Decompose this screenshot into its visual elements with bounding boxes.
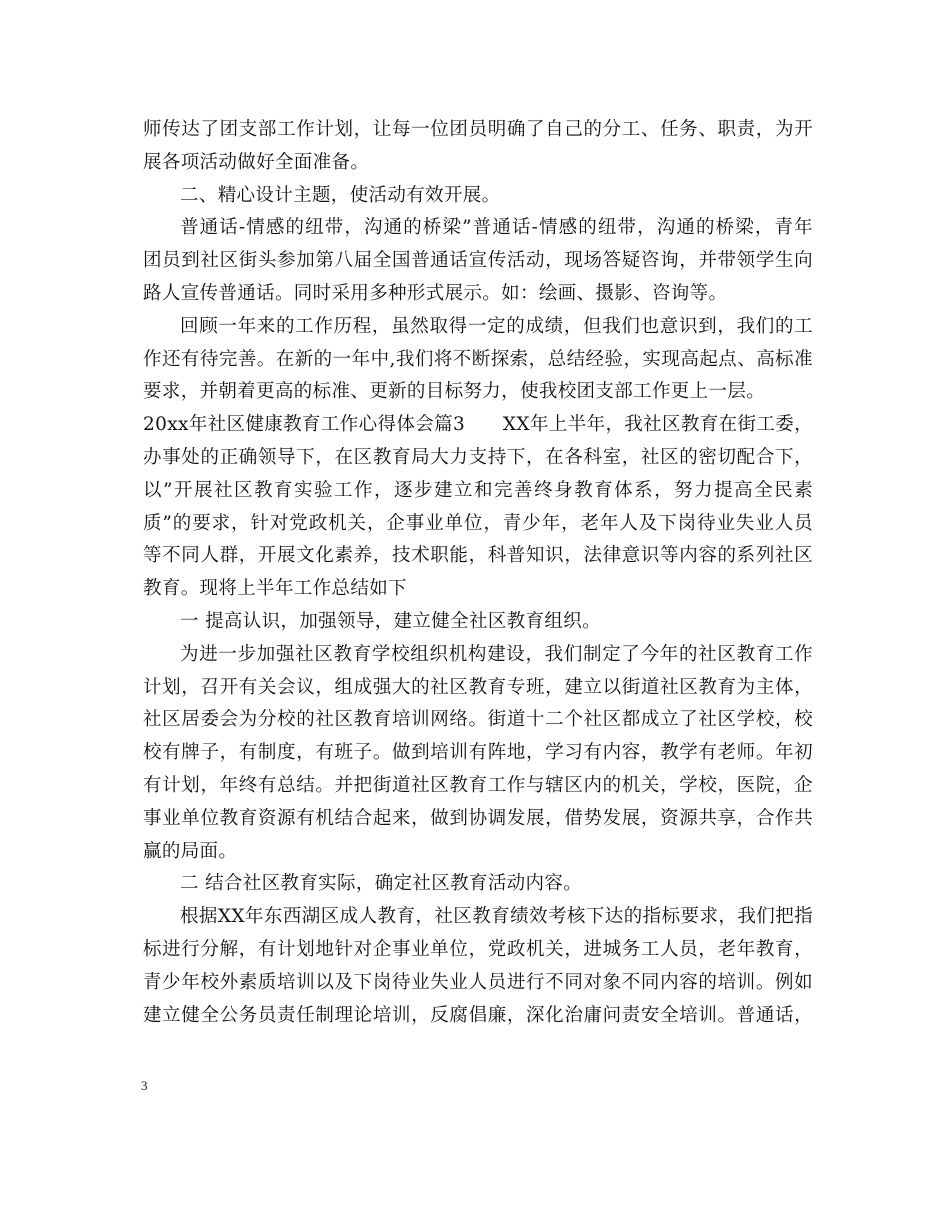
text-line: 为进一步加强社区教育学校组织机构建设，我们制定了今年的社区教育工作: [180, 643, 813, 665]
text-line: 计划，召开有关会议，组成强大的社区教育专班，建立以街道社区教育为主体，: [143, 676, 813, 698]
text-line: 建立健全公务员责任制理论培训，反腐倡廉，深化治庸问责安全培训。普通话，: [143, 1004, 813, 1026]
text-line: 事业单位教育资源有机结合起来，做到协调发展，借势发展，资源共享，合作共: [143, 807, 813, 829]
document-body: [143, 114, 813, 1032]
text-line: 根据XX年东西湖区成人教育，社区教育绩效考核下达的指标要求，我们把指: [180, 906, 813, 928]
page-number: 3: [141, 1078, 148, 1093]
text-line: 质”的要求，针对党政机关，企事业单位，青少年，老年人及下岗待业失业人员: [143, 512, 813, 534]
text-line: 要求，并朝着更高的标准、更新的目标努力，使我校团支部工作更上一层。: [143, 381, 766, 403]
text-line: 以”开展社区教育实验工作，逐步建立和完善终身教育体系，努力提高全民素: [143, 479, 813, 501]
text-line: 20xx年社区健康教育工作心得体会篇3 XX年上半年，我社区教育在街工委，: [143, 414, 813, 436]
text-line: 青少年校外素质培训以及下岗待业失业人员进行不同对象不同内容的培训。例如: [143, 971, 813, 993]
text-line: 有计划，年终有总结。并把街道社区教育工作与辖区内的机关，学校，医院，企: [143, 774, 813, 796]
text-line: 办事处的正确领导下，在区教育局大力支持下，在各科室，社区的密切配合下，: [143, 446, 813, 468]
text-line: 路人宣传普通话。同时采用多种形式展示。如：绘画、摄影、咨询等。: [143, 282, 728, 304]
text-line: 师传达了团支部工作计划，让每一位团员明确了自己的分工、任务、职责，为开: [143, 119, 813, 140]
text-line: 赢的局面。: [143, 840, 238, 862]
text-line: 社区居委会为分校的社区教育培训网络。街道十二个社区都成立了社区学校，校: [143, 709, 813, 731]
text-line: 二 结合社区教育实际，确定社区教育活动内容。: [180, 873, 583, 895]
text-line: 展各项活动做好全面准备。: [143, 151, 370, 173]
text-line: 等不同人群，开展文化素养，技术职能，科普知识，法律意识等内容的系列社区: [143, 545, 813, 567]
text-line: 标进行分解，有计划地针对企事业单位，党政机关，进城务工人员，老年教育，: [143, 938, 813, 960]
text-line: 二、精心设计主题，使活动有效开展。: [180, 184, 501, 206]
text-line: 回顾一年来的工作历程，虽然取得一定的成绩，但我们也意识到，我们的工: [180, 315, 813, 337]
text-line: 教育。现将上半年工作总结如下: [143, 578, 407, 600]
text-line: 团员到社区街头参加第八届全国普通话宣传活动，现场答疑咨询，并带领学生向: [143, 250, 813, 272]
text-line: 校有牌子，有制度，有班子。做到培训有阵地，学习有内容，教学有老师。年初: [143, 742, 813, 764]
text-line: 普通话-情感的纽带，沟通的桥梁”普通话-情感的纽带，沟通的桥梁，青年: [180, 217, 813, 239]
text-line: 一 提高认识，加强领导，建立健全社区教育组织。: [180, 610, 601, 632]
text-line: 作还有待完善。在新的一年中,我们将不断探索，总结经验，实现高起点、高标准: [143, 348, 813, 370]
